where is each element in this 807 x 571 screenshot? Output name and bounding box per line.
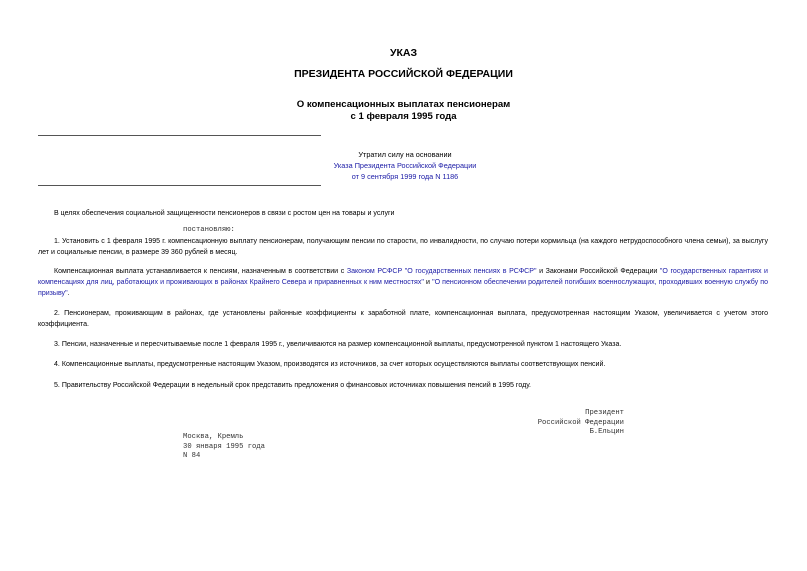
issuer-heading: ПРЕЗИДЕНТА РОССИЙСКОЙ ФЕДЕРАЦИИ — [294, 68, 513, 80]
doc-subtitle — [0, 99, 807, 123]
decree-word: постановляю: — [183, 226, 235, 234]
lapse-note — [325, 150, 485, 182]
p2-text-1: Компенсационная выплата устанавливается к пенсиям, назначенным в соответствии с — [54, 268, 347, 275]
signature-block — [538, 409, 624, 438]
signature-country: Российской Федерации — [537, 418, 624, 427]
signature-title: Президент — [585, 409, 624, 417]
p2-text-4: . — [67, 290, 70, 297]
paragraph-compensation — [38, 266, 768, 299]
law-link-rsfsr-pensions[interactable]: Законом РСФСР "О государственных пенсиях в РСФСР" — [346, 268, 537, 275]
law-link-parents-pension[interactable]: "О пенсионном обеспечении родителей погибших военнослужащих, проходивших военную службу по призыву" — [38, 279, 769, 297]
date: 30 января 1995 года — [183, 442, 265, 451]
subtitle-line-1: О компенсационных выплатах пенсионерам — [296, 99, 511, 110]
signature-name: Б.Ельцин — [589, 428, 624, 437]
p2-text-2: и Законами Российской Федерации — [536, 268, 660, 275]
lapse-link-date[interactable]: от 9 сентября 1999 года N 1186 — [351, 171, 459, 181]
paragraph-3: 3. Пенсии, назначенные и пересчитываемые после 1 февраля 1995 г., увеличиваются на размер компенсационной выплаты, предусмотренной пунктом 1 настоящего Указа. — [54, 341, 622, 348]
subtitle-line-2: с 1 февраля 1995 года — [350, 111, 457, 122]
law-link-north-guarantees[interactable]: "О государственных гарантиях и компенсациях для лиц, работающих и проживающих в районах Крайнего Севера и приравненных к ним местностях" — [38, 268, 768, 286]
place-date-block — [183, 433, 265, 462]
doc-type-heading: УКАЗ — [389, 47, 418, 59]
divider-bottom — [38, 185, 321, 186]
p2-text-3: и — [423, 279, 433, 286]
place: Москва, Кремль — [183, 433, 244, 441]
doc-number: N 84 — [183, 452, 201, 461]
intro-paragraph: В целях обеспечения социальной защищенности пенсионеров в связи с ростом цен на товары и услуги — [54, 210, 395, 217]
divider-top — [38, 135, 321, 136]
paragraph-2: 2. Пенсионерам, проживающим в районах, где установлены районные коэффициенты к заработной плате, компенсационная выплата, предусмотренная настоящим Указом, увеличивается с учетом этого коэффициента. — [38, 310, 768, 328]
paragraph-1: 1. Установить с 1 февраля 1995 г. компенсационную выплату пенсионерам, получающим пенсии по старости, по инвалидности, по случаю потери кормильца (на каждого нетрудоспособного члена семьи), за выслугу лет и социальные пенсии, в размере 39 360 рублей в месяц. — [38, 238, 768, 256]
lapse-text: Утратил силу на основании — [358, 150, 452, 159]
paragraph-4: 4. Компенсационные выплаты, предусмотренные настоящим Указом, производятся из источников, за счет которых осуществляются выплаты соответствующих пенсий. — [54, 361, 606, 368]
lapse-link-decree[interactable]: Указа Президента Российской Федерации — [333, 160, 477, 170]
paragraph-5: 5. Правительству Российской Федерации в недельный срок представить предложения о финансовых источниках повышения пенсий в 1995 году. — [54, 382, 531, 389]
